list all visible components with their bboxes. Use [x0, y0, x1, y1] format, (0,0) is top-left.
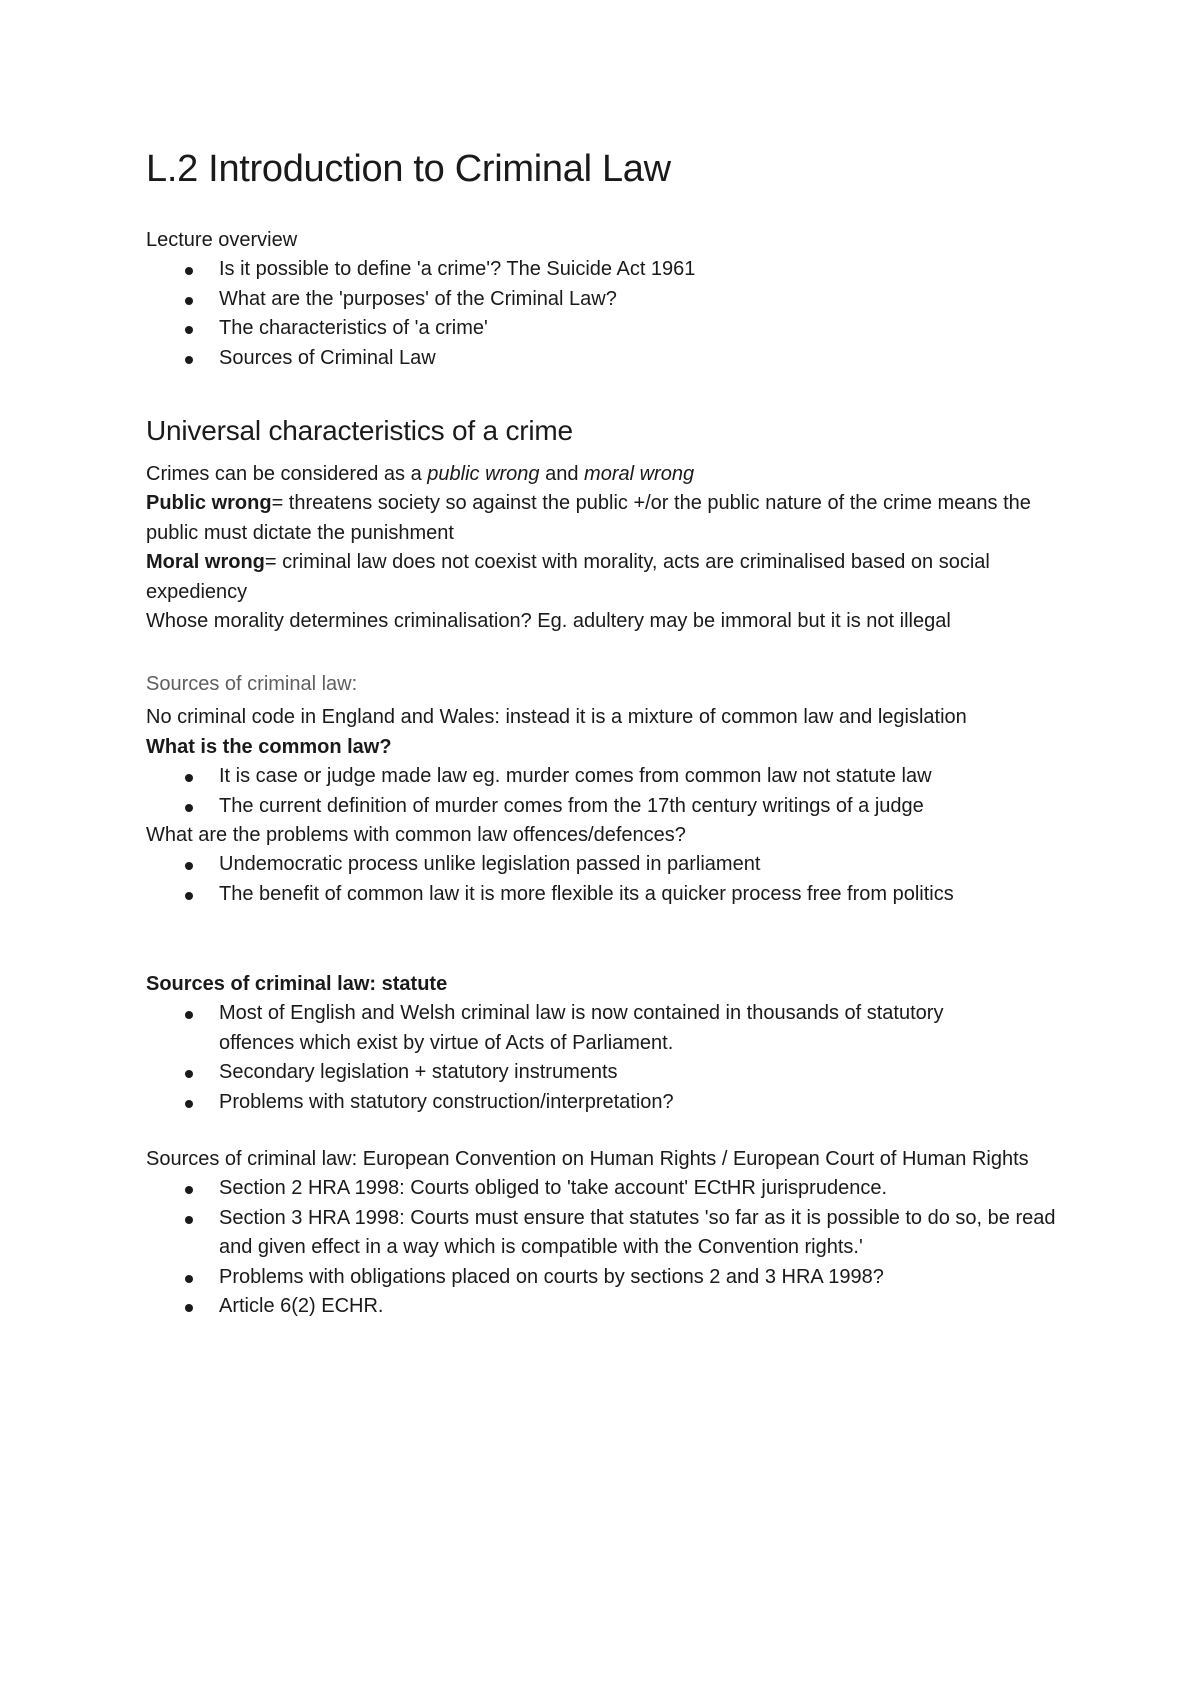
overview-list [146, 255, 1076, 373]
universal-section [146, 460, 1076, 636]
common-law-question: What is the common law? [146, 735, 392, 758]
list-item: The current definition of murder comes from the 17th century writings of a judge [146, 792, 1076, 821]
list-item: It is case or judge made law eg. murder comes from common law not statute law [146, 762, 1076, 791]
bullet-icon [185, 297, 193, 305]
universal-intro: Crimes can be considered as a public wrong and moral wrong [146, 463, 695, 485]
bullet-icon [185, 1070, 193, 1078]
common-law-list [146, 762, 1076, 821]
bullet-icon [185, 862, 193, 870]
morality-question: Whose morality determines criminalisation? Eg. adultery may be immoral but it is not illegal [146, 610, 951, 633]
list-item: Section 2 HRA 1998: Courts obliged to 'take account' ECtHR jurisprudence. [146, 1174, 1076, 1203]
statute-list [146, 999, 1076, 1117]
list-item: The benefit of common law it is more flexible its a quicker process free from politics [146, 880, 1076, 909]
bullet-icon [185, 1275, 193, 1283]
bullet-icon [185, 1011, 193, 1019]
bullet-icon [185, 326, 193, 334]
echr-heading: Sources of criminal law: European Convention on Human Rights / European Court of Human Rights [146, 1148, 1029, 1170]
statute-heading: Sources of criminal law: statute [146, 973, 448, 995]
bullet-icon [185, 356, 193, 364]
list-item: Problems with obligations placed on courts by sections 2 and 3 HRA 1998? [146, 1263, 1076, 1292]
moral-wrong-emphasis: moral wrong [584, 463, 695, 485]
list-item: What are the 'purposes' of the Criminal Law? [146, 285, 1076, 314]
bullet-icon [185, 774, 193, 782]
sources-heading: Sources of criminal law: [146, 673, 358, 695]
moral-wrong-definition: Moral wrong= criminal law does not coexist with morality, acts are criminalised based on social expediency [146, 551, 990, 603]
bullet-icon [185, 1216, 193, 1224]
public-wrong-emphasis: public wrong [427, 463, 540, 485]
public-wrong-term: Public wrong [146, 492, 272, 515]
bullet-icon [185, 267, 193, 275]
bullet-icon [185, 804, 193, 812]
bullet-icon [185, 892, 193, 900]
list-item: Is it possible to define 'a crime'? The Suicide Act 1961 [146, 255, 1076, 284]
echr-list [146, 1174, 1076, 1321]
echr-section [146, 1145, 1076, 1321]
problems-question: What are the problems with common law offences/defences? [146, 824, 686, 847]
section-heading-universal: Universal characteristics of a crime [146, 415, 573, 446]
sources-section [146, 670, 1076, 909]
bullet-icon [185, 1304, 193, 1312]
list-item: Section 3 HRA 1998: Courts must ensure that statutes 'so far as it is possible to do so, be read and given effect in a way which is compatible with the Convention rights.' [146, 1204, 1076, 1263]
list-item: Undemocratic process unlike legislation passed in parliament [146, 850, 1076, 879]
list-item: Article 6(2) ECHR. [146, 1292, 1076, 1321]
overview-label: Lecture overview [146, 229, 298, 251]
list-item: The characteristics of 'a crime' [146, 314, 1076, 343]
bullet-icon [185, 1100, 193, 1108]
lecture-overview [146, 226, 1076, 373]
problems-list [146, 850, 1076, 909]
public-wrong-definition: Public wrong= threatens society so against the public +/or the public nature of the crime means the public must dictate the punishment [146, 492, 1031, 544]
bullet-icon [185, 1186, 193, 1194]
document-title: L.2 Introduction to Criminal Law [146, 148, 671, 190]
list-item: Secondary legislation + statutory instruments [146, 1058, 1076, 1087]
statute-section [146, 970, 1076, 1117]
sources-intro: No criminal code in England and Wales: instead it is a mixture of common law and legislation [146, 706, 967, 729]
moral-wrong-term: Moral wrong [146, 551, 265, 574]
list-item: Problems with statutory construction/interpretation? [146, 1088, 1076, 1117]
list-item: Sources of Criminal Law [146, 344, 1076, 373]
list-item: Most of English and Welsh criminal law is now contained in thousands of statutory offences which exist by virtue of Acts of Parliament. [146, 999, 1076, 1058]
